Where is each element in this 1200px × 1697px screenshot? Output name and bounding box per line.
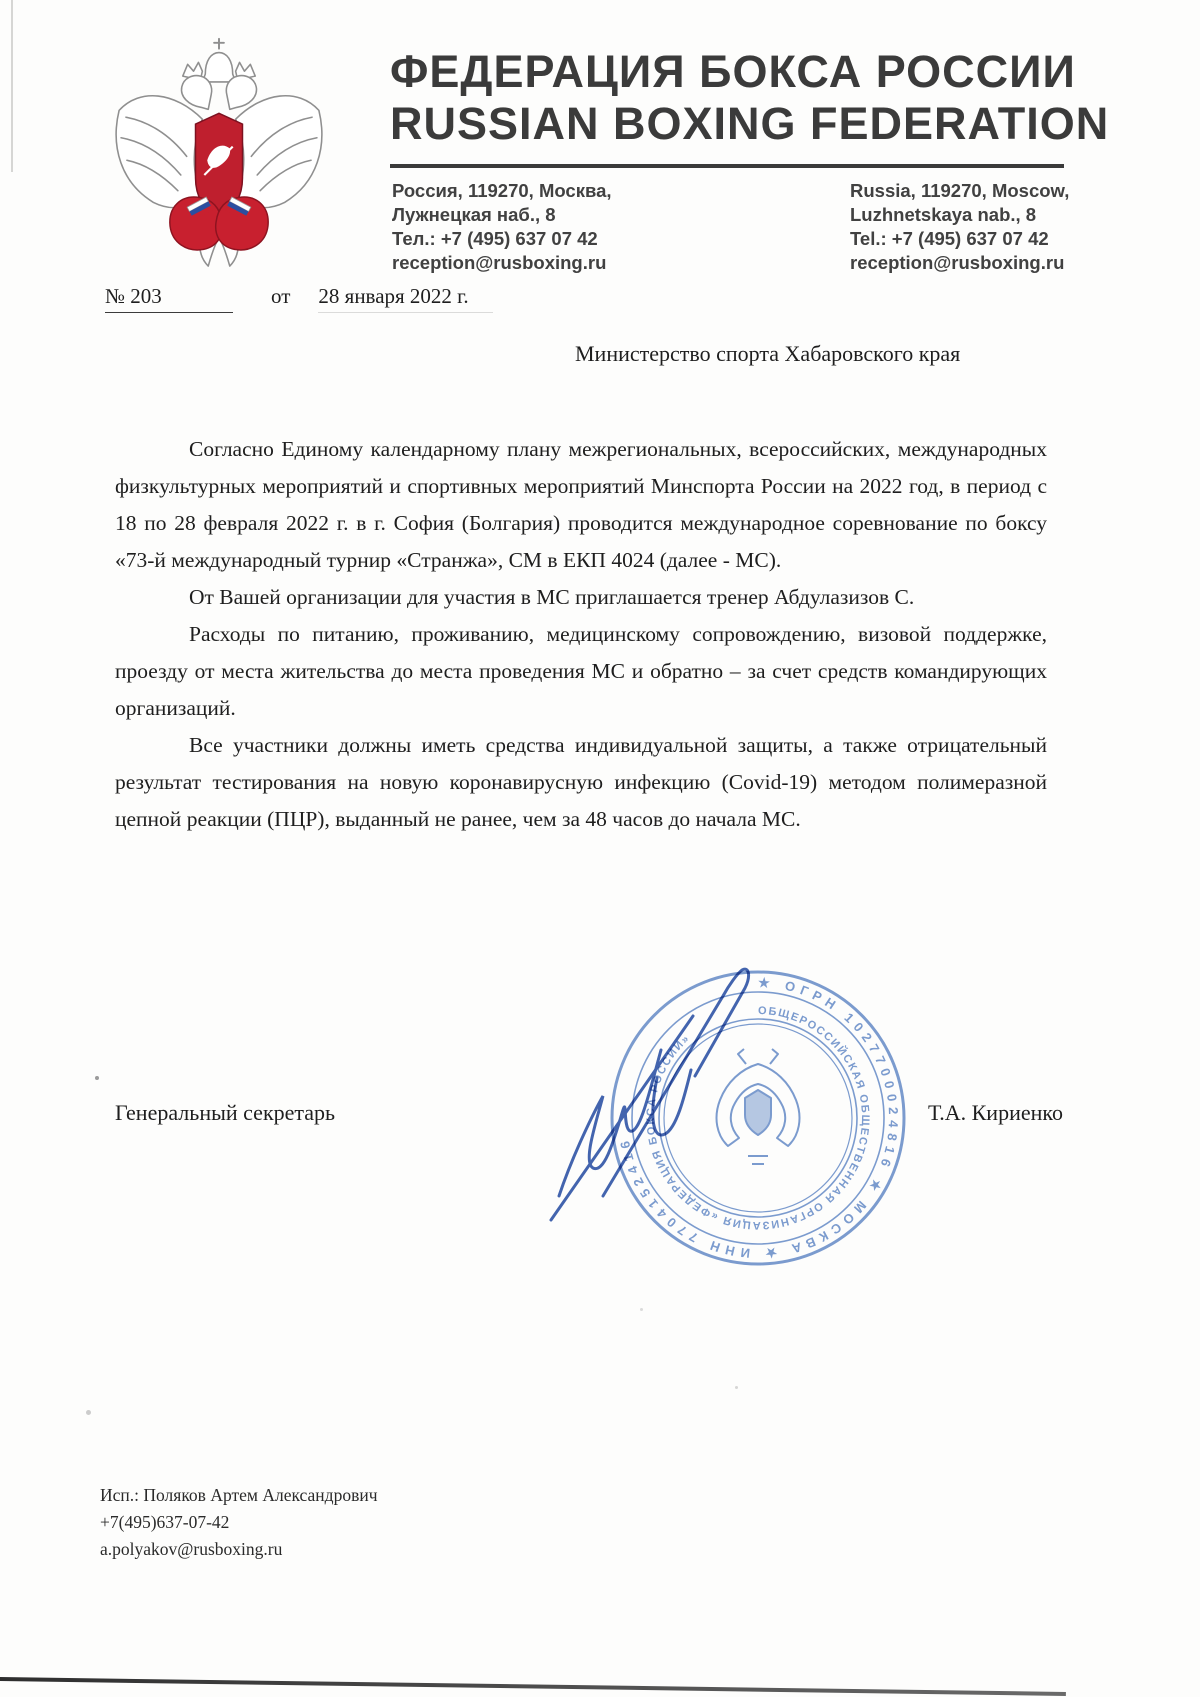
address-en-line1: Russia, 119270, Moscow, (850, 180, 1070, 201)
executor-block (100, 1482, 378, 1563)
signer-position: Генеральный секретарь (115, 1100, 336, 1125)
address-ru-line3: Тел.: +7 (495) 637 07 42 (392, 228, 598, 249)
address-en-line3: Tel.: +7 (495) 637 07 42 (850, 228, 1049, 249)
executor-name: Исп.: Поляков Артем Александрович (100, 1485, 378, 1505)
stamp-outer-ring-text: ★ ОГРН 1027700024816 ★ МОСКВА ★ ИНН 7704152416 (616, 974, 902, 1262)
signer-name: Т.А. Кириенко (928, 1100, 1063, 1125)
handwritten-signature (545, 958, 810, 1243)
from-label: от (271, 284, 291, 308)
address-ru-line1: Россия, 119270, Москва, (392, 180, 612, 201)
letterhead-title-block (390, 46, 1110, 150)
letter-body (115, 431, 1047, 838)
addressee: Министерство спорта Хабаровского края (575, 341, 961, 366)
scan-speck (86, 1410, 91, 1415)
scan-speck (640, 1308, 643, 1311)
executor-phone: +7(495)637-07-42 (100, 1512, 230, 1532)
address-block-ru (392, 179, 612, 275)
paragraph-1: Согласно Единому календарному плану межрегиональных, всероссийских, международных физкультурных мероприятий и спортивных мероприятий Минспорта России на 2022 год, в период с 18 по 28 февраля 2022 г. в г. София (Болгария) проводится международное соревнование по боксу «73-й международный турнир «Странжа», СМ в ЕКП 4024 (далее - МС). (115, 437, 1047, 572)
scan-edge-artifact (11, 0, 13, 172)
address-ru-line2: Лужнецкая наб., 8 (392, 204, 556, 225)
address-en-email: reception@rusboxing.ru (850, 252, 1065, 273)
scan-bottom-edge-artifact (0, 1677, 1066, 1696)
russian-boxing-federation-emblem-icon (103, 33, 335, 268)
federation-title-ru: ФЕДЕРАЦИЯ БОКСА РОССИИ (390, 46, 1076, 97)
paragraph-2: От Вашей организации для участия в МС приглашается тренер Абдулазизов С. (189, 585, 915, 609)
federation-title-en: RUSSIAN BOXING FEDERATION (390, 98, 1110, 149)
letter-number: № 203 (105, 284, 233, 313)
letter-date: 28 января 2022 г. (318, 284, 493, 313)
reference-line (105, 284, 493, 313)
executor-email: a.polyakov@rusboxing.ru (100, 1539, 283, 1559)
paragraph-4: Все участники должны иметь средства индивидуальной защиты, а также отрицательный результат тестирования на новую коронавирусную инфекцию (Covid-19) методом полимеразной цепной реакции (ПЦР), выданный не ранее, чем за 48 часов до начала МС. (115, 733, 1047, 831)
address-block-en (850, 179, 1069, 275)
scan-speck (95, 1076, 99, 1080)
address-en-line2: Luzhnetskaya nab., 8 (850, 204, 1037, 225)
address-ru-email: reception@rusboxing.ru (392, 252, 607, 273)
scan-speck (735, 1386, 738, 1389)
letterhead-divider (390, 164, 1064, 168)
paragraph-3: Расходы по питанию, проживанию, медицинскому сопровождению, визовой поддержке, проезду от места жительства до места проведения МС и обратно – за счет средств командирующих организаций. (115, 622, 1047, 720)
stamp-inner-ring-text: ОБЩЕРОССИЙСКАЯ ОБЩЕСТВЕННАЯ ОРГАНИЗАЦИЯ «ФЕДЕРАЦИЯ БОКСА РОССИИ» (644, 1004, 872, 1232)
